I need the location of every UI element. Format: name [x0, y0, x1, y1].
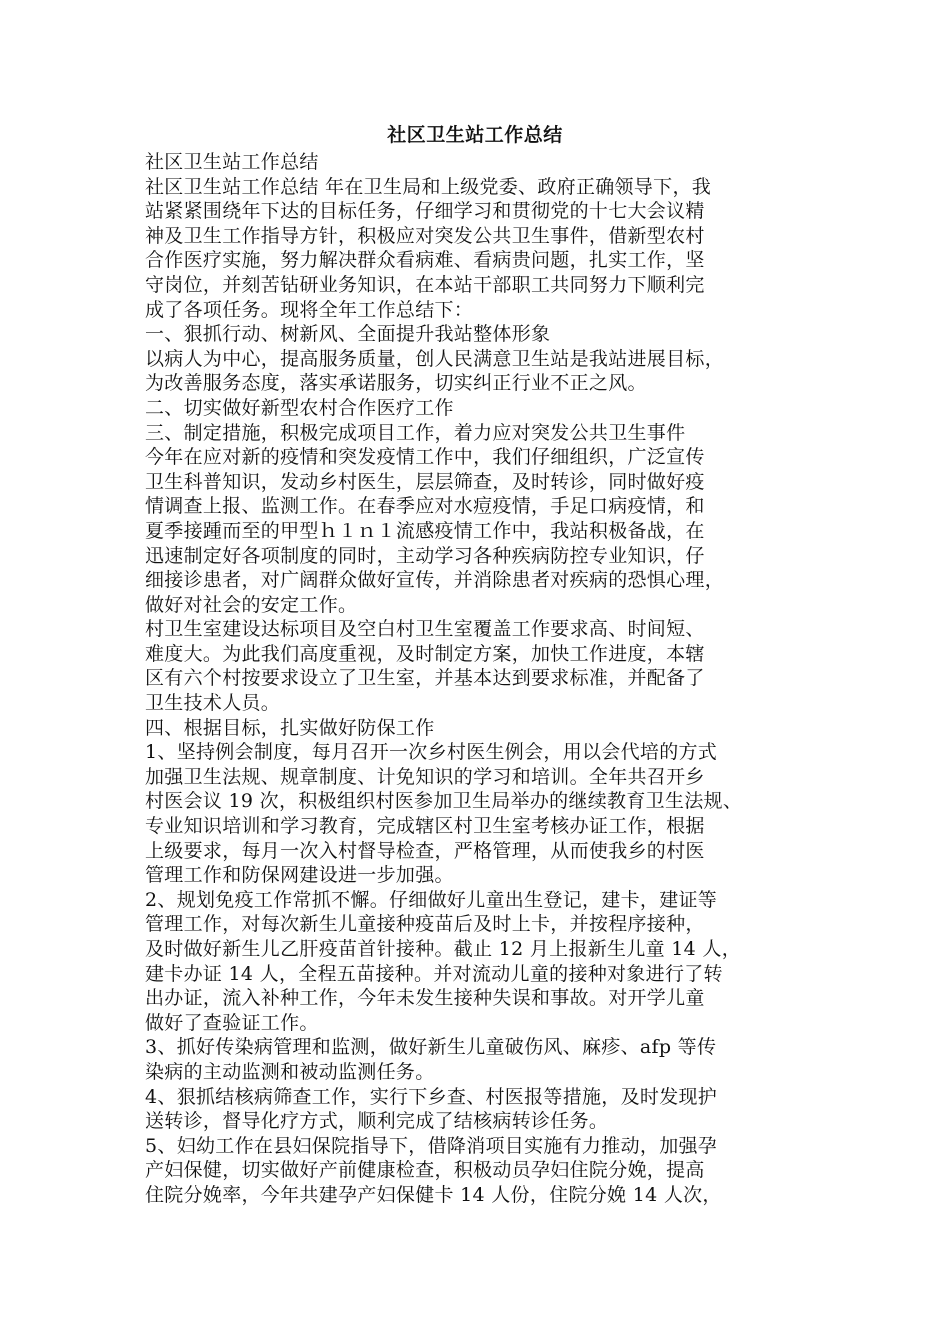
text-line: 社区卫生站工作总结: [145, 151, 319, 173]
text-line: 为改善服务态度，落实承诺服务，切实纠正行业不正之风。: [145, 372, 647, 395]
section-heading: 四、根据目标，扎实做好防保工作: [145, 716, 435, 739]
text-line: 做好对社会的安定工作。: [145, 593, 358, 616]
text-line: 送转诊，督导化疗方式，顺利完成了结核病转诊任务。: [145, 1110, 609, 1133]
text-line: 管理工作，对每次新生儿童接种疫苗后及时上卡，并按程序接种，: [145, 913, 705, 936]
text-line: 区有六个村按要求设立了卫生室，并基本达到要求标准，并配备了: [145, 667, 705, 690]
text-line: 专业知识培训和学习教育，完成辖区村卫生室考核办证工作，根据: [145, 815, 705, 838]
text-line: 2、规划免疫工作常抓不懈。仔细做好儿童出生登记，建卡，建证等: [145, 888, 718, 911]
text-line: 站紧紧围绕年下达的目标任务，仔细学习和贯彻党的十七大会议精: [145, 200, 705, 223]
section-heading: 三、制定措施，积极完成项目工作，着力应对突发公共卫生事件: [145, 421, 686, 444]
text-line: 管理工作和防保网建设进一步加强。: [145, 864, 454, 887]
text-line: 情调查上报、监测工作。在春季应对水痘疫情，手足口病疫情，和: [145, 495, 705, 518]
text-line: 建卡办证 14 人，全程五苗接种。并对流动儿童的接种对象进行了转: [145, 962, 723, 985]
document-title: 社区卫生站工作总结: [387, 124, 563, 146]
text-line: 守岗位，并刻苦钻研业务知识，在本站干部职工共同努力下顺利完: [145, 273, 705, 296]
text-line: 卫生科普知识，发动乡村医生，层层筛查，及时转诊，同时做好疫: [145, 470, 705, 493]
text-line: 社区卫生站工作总结 年在卫生局和上级党委、政府正确领导下，我: [145, 175, 712, 198]
text-line: 以病人为中心，提高服务质量，创人民满意卫生站是我站进展目标，: [145, 347, 725, 370]
text-line: 4、狠抓结核病筛查工作，实行下乡查、村医报等措施，及时发现护: [145, 1085, 718, 1108]
section-heading: 一、狠抓行动、树新风、全面提升我站整体形象: [145, 323, 551, 346]
text-line: 迅速制定好各项制度的同时，主动学习各种疾病防控专业知识，仔: [145, 544, 705, 567]
text-line: 神及卫生工作指导方针，积极应对突发公共卫生事件，借新型农村: [145, 224, 705, 247]
text-line: 难度大。为此我们高度重视，及时制定方案，加快工作进度，本辖: [145, 642, 705, 665]
text-line: 1、坚持例会制度，每月召开一次乡村医生例会，用以会代培的方式: [145, 741, 718, 764]
text-line: 及时做好新生儿乙肝疫苗首针接种。截止 12 月上报新生儿童 14 人，: [145, 938, 742, 960]
text-line: 5、妇幼工作在县妇保院指导下，借降消项目实施有力推动，加强孕: [145, 1134, 718, 1157]
text-line: 加强卫生法规、规章制度、计免知识的学习和培训。全年共召开乡: [145, 765, 705, 788]
text-line: 出办证，流入补种工作，今年未发生接种失误和事故。对开学儿童: [145, 987, 705, 1010]
text-line: 住院分娩率，今年共建孕产妇保健卡 14 人份，住院分娩 14 人次，: [145, 1183, 722, 1206]
text-line: 细接诊患者，对广阔群众做好宣传，并消除患者对疾病的恐惧心理，: [145, 569, 725, 592]
text-line: 卫生技术人员。: [145, 692, 281, 715]
section-heading: 二、切实做好新型农村合作医疗工作: [145, 396, 454, 419]
text-line: 今年在应对新的疫情和突发疫情工作中，我们仔细组织，广泛宣传: [145, 446, 705, 469]
document-body: [145, 150, 815, 1208]
text-line: 合作医疗实施，努力解决群众看病难、看病贵问题，扎实工作，坚: [145, 249, 705, 272]
text-line: 村卫生室建设达标项目及空白村卫生室覆盖工作要求高、时间短、: [145, 618, 705, 641]
text-line: 上级要求，每月一次入村督导检查，严格管理，从而使我乡的村医: [145, 839, 705, 862]
text-line: 做好了查验证工作。: [145, 1011, 319, 1034]
text-line: 村医会议 19 次，积极组织村医参加卫生局举办的继续教育卫生法规、: [145, 790, 743, 813]
text-line: 产妇保健，切实做好产前健康检查，积极动员孕妇住院分娩，提高: [145, 1159, 705, 1182]
text-line: 成了各项任务。现将全年工作总结下：: [145, 298, 474, 321]
text-line: 染病的主动监测和被动监测任务。: [145, 1060, 435, 1083]
text-line: 3、抓好传染病管理和监测，做好新生儿童破伤风、麻疹、afp 等传: [145, 1036, 717, 1059]
text-line: 夏季接踵而至的甲型ｈ１ｎ１流感疫情工作中，我站积极备战，在: [145, 519, 705, 542]
